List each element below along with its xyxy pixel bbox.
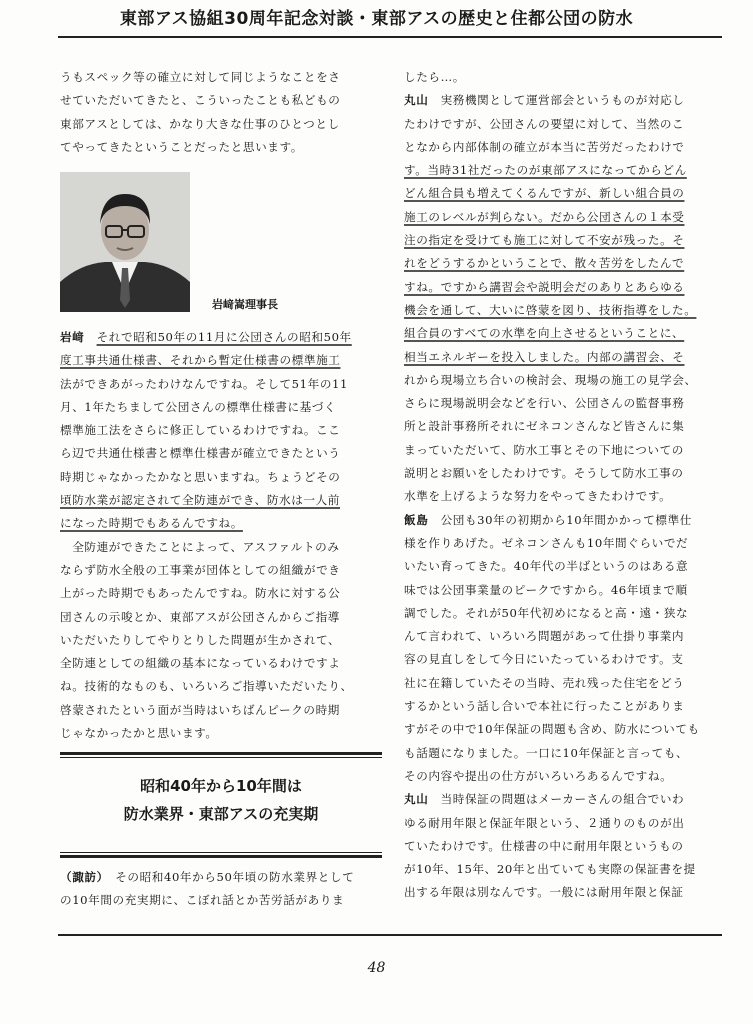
box-rule-top — [60, 752, 382, 755]
line-text: れから現場立ち合いの検討会、現場の施工の見学会、 — [404, 372, 697, 387]
speech-line: ね。技術的なものも、いろいろご指導いただいたり、 — [60, 679, 353, 694]
box-rule-top-thin — [60, 757, 382, 758]
line-text: す。当時31社だったのが東部アスになってからどん — [404, 163, 687, 178]
right-column-line — [404, 206, 726, 229]
portrait-illustration — [60, 172, 190, 312]
right-column-line — [404, 439, 726, 462]
right-column-line — [404, 229, 726, 252]
speaker-label: （諏訪） — [60, 870, 103, 884]
page-title: 東部アス協組30周年記念対談・東部アスの歴史と住都公団の防水 — [119, 9, 634, 29]
right-column-line — [404, 579, 726, 602]
section-heading — [60, 772, 382, 828]
speech-line: ならず防水全般の工事業が団体としての組織ができ — [60, 562, 341, 577]
line-text: も話題になりました。一口に10年保証と言っても、 — [404, 745, 689, 760]
line-text: 様を作りあげた。ゼネコンさんも10年間ぐらいでだ — [404, 535, 689, 550]
right-column-line — [404, 858, 726, 881]
line-text: 組合員のすべての水準を向上させるということに、 — [404, 326, 685, 341]
speech-line: 啓蒙されたという面が当時はいちばんピークの時期 — [60, 702, 340, 717]
left-speech — [60, 326, 382, 745]
speaker-label: 飯島 — [404, 512, 429, 527]
speaker-label: 丸山 — [404, 792, 429, 807]
footer-rule — [58, 934, 722, 936]
right-column-line — [404, 695, 726, 718]
line-text: ゆる耐用年限と保証年限という、２通りのものが出 — [404, 815, 685, 830]
line-text: 味では公団事業量のピークですから。46年頃まで順 — [404, 582, 688, 597]
section-heading-line-2: 防水業界・東部アスの充実期 — [123, 805, 319, 823]
right-column-line — [404, 113, 726, 136]
line-text: 機会を通して、大いに啓蒙を図り、技術指導をした。 — [404, 302, 697, 317]
right-column-line — [404, 66, 726, 89]
line-text: すがその中で10年保証の問題も含め、防水についても — [404, 722, 700, 737]
right-column-line — [404, 159, 726, 182]
left-closing — [60, 866, 382, 913]
portrait-photo — [60, 172, 190, 312]
line-text: その内容や提出の仕方がいろいろあるんですね。 — [404, 768, 673, 783]
right-column-line — [404, 322, 726, 345]
closing-line-2: の10年間の充実期に、こぼれ話とか苦労話がありま — [60, 893, 345, 908]
speech-line: 度工事共通仕様書、それから暫定仕様書の標準施工 — [60, 353, 341, 368]
right-column-line — [404, 485, 726, 508]
line-text: 社に在籍していたその当時、売れ残った住宅をどう — [404, 675, 685, 690]
speech-line: 時期じゃなかったかなと思いますね。ちょうどその — [60, 469, 341, 484]
line-text: 相当エネルギーを投入しました。内部の講習会、そ — [404, 349, 685, 364]
speaker-label: 岩﨑 — [60, 330, 85, 344]
line-text: いたい育ってきた。40年代の半ばというのはある意 — [404, 559, 689, 574]
right-column-line — [404, 672, 726, 695]
line-text: まっていただいて、防水工事とその下地についての — [404, 442, 684, 457]
speech-line: 上がった時期でもあったんですね。防水に対する公 — [60, 586, 341, 601]
line-text: さらに現場説明会などを行い、公団さんの監督事務 — [404, 396, 685, 411]
right-column-line — [404, 346, 726, 369]
line-text: れをどうするかということで、散々苦労をしたんで — [404, 256, 685, 271]
intro-line-4: てやってきたということだったと思います。 — [60, 139, 303, 154]
box-rule-bottom-thin — [60, 852, 382, 853]
speech-line: 標準施工法をさらに修正しているわけですね。ここ — [60, 423, 341, 438]
right-column-line — [404, 299, 726, 322]
line-text: ていたわけです。仕様書の中に耐用年限というもの — [404, 838, 684, 853]
right-column-line — [404, 718, 726, 741]
speech-line: じゃなかったかと思います。 — [60, 726, 218, 741]
line-text: 説明とお願いをしたわけです。そうして防水工事の — [404, 466, 684, 481]
right-column-line — [404, 415, 726, 438]
page-header — [0, 0, 753, 38]
right-column-line — [404, 812, 726, 835]
right-column — [404, 66, 726, 905]
speech-line-first — [60, 326, 382, 349]
speech-line: 全防連としての組織の基本になっているわけですよ — [60, 656, 341, 671]
line-text: 当時保証の問題はメーカーさんの組合でいわ — [440, 792, 685, 807]
line-text: となから内部体制の確立が本当に苦労だったわけで — [404, 139, 685, 154]
right-column-line — [404, 625, 726, 648]
right-column-line — [404, 835, 726, 858]
line-text: が10年、15年、20年と出ていても実際の保証書を提 — [404, 862, 696, 877]
speech-line: 月、1年たちまして公団さんの標準仕様書に基づく — [60, 399, 337, 414]
line-text: 公団も30年の初期から10年間かかって標準仕 — [440, 512, 692, 527]
intro-line-1: うもスペック等の確立に対して同じようなことをさ — [60, 70, 341, 84]
line-text: 水準を上げるような努力をやってきたわけです。 — [404, 489, 672, 504]
speech-line: いただいたりしてやりとりした問題が生かされて、 — [60, 632, 341, 647]
right-column-line — [404, 462, 726, 485]
header-rule — [58, 36, 722, 38]
right-column-line — [404, 742, 726, 765]
right-column-line — [404, 509, 726, 532]
line-text: 注の指定を受けても施工に対して不安が残った。そ — [404, 233, 685, 248]
right-column-line — [404, 532, 726, 555]
right-column-line — [404, 881, 726, 904]
speech-line: 法ができあがったわけなんですね。そして51年の11 — [60, 376, 348, 391]
intro-line-3: 東部アスとしては、かなり大きな仕事のひとつとし — [60, 116, 340, 131]
closing-line-1 — [60, 866, 382, 889]
line-text: したら…。 — [404, 70, 465, 84]
right-column-line — [404, 555, 726, 578]
line-text: 所と設計事務所それにゼネコンさんなど皆さんに集 — [404, 419, 685, 434]
right-column-line — [404, 392, 726, 415]
speech-line: 頃防水業が認定されて全防連ができ、防水は一人前 — [60, 493, 340, 508]
right-column-line — [404, 648, 726, 671]
left-column — [60, 66, 382, 159]
line-text: 容の見直しをして今日にいたっているわけです。支 — [404, 652, 684, 667]
line-text: んて言われて、いろいろ問題があって仕掛り事業内 — [404, 629, 685, 644]
line-text: すね。ですから講習会や説明会だのありとあらゆる — [404, 279, 685, 294]
page-number: 48 — [367, 960, 386, 976]
section-heading-line-1: 昭和40年から10年間は — [140, 777, 302, 795]
line-text: 調でした。それが50年代初めになると高・遠・狭な — [404, 605, 689, 620]
right-column-line — [404, 369, 726, 392]
line-text: たわけですが、公団さんの要望に対して、当然のこ — [404, 116, 685, 131]
right-column-line — [404, 252, 726, 275]
speaker-label: 丸山 — [404, 93, 429, 108]
speech-line: 全防連ができたことによって、アスファルトのみ — [60, 539, 340, 554]
right-column-line — [404, 788, 726, 811]
right-column-line — [404, 602, 726, 625]
right-column-line — [404, 182, 726, 205]
box-rule-bottom — [60, 855, 382, 858]
speech-line: ら辺で共通仕様書と標準仕様書が確立できたという — [60, 446, 341, 461]
speech-line: 団さんの示唆とか、東部アスが公団さんからご指導 — [60, 609, 340, 624]
photo-caption: 岩﨑嵩理事長 — [212, 298, 278, 311]
line-text: 出する年限は別なんです。一般には耐用年限と保証 — [404, 885, 684, 900]
right-column-line — [404, 276, 726, 299]
right-column-line — [404, 765, 726, 788]
line-text: 施工のレベルが判らない。だから公団さんの１本受 — [404, 209, 685, 224]
right-column-line — [404, 89, 726, 112]
speech-first-text: それで昭和50年の11月に公団さんの昭和50年 — [96, 330, 352, 344]
speech-line: になった時期でもあるんですね。 — [60, 516, 243, 531]
line-text: するかという話し合いで本社に行ったことがありま — [404, 699, 685, 714]
intro-line-2: せていただいてきたと、こういったことも私どもの — [60, 93, 341, 108]
closing-first-text: その昭和40年から50年頃の防水業界として — [115, 870, 355, 884]
line-text: 実務機関として運営部会というものが対応し — [440, 93, 685, 108]
right-column-line — [404, 136, 726, 159]
line-text: どん組合員も増えてくるんですが、新しい組合員の — [404, 186, 685, 201]
